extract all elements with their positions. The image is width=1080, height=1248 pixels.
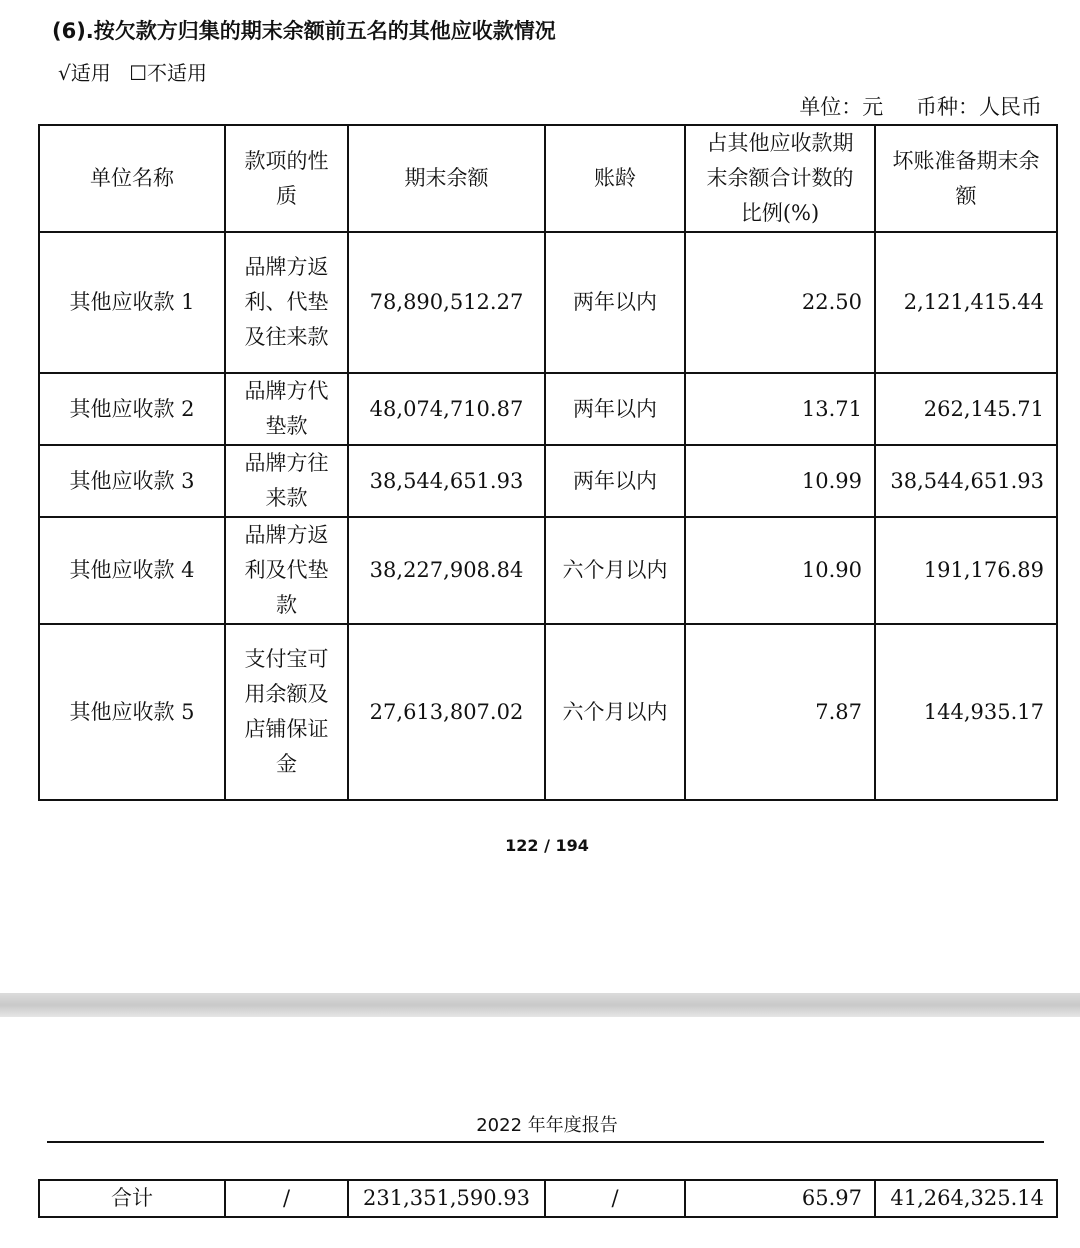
header-unit-name: 单位名称 <box>39 125 225 232</box>
cell-aging: 六个月以内 <box>545 517 685 624</box>
table-row <box>39 517 1057 624</box>
table-row <box>39 232 1057 373</box>
total-aging: / <box>545 1180 685 1217</box>
cell-provision: 144,935.17 <box>875 624 1057 800</box>
cell-ratio: 10.99 <box>685 445 875 517</box>
cell-provision: 38,544,651.93 <box>875 445 1057 517</box>
report-title: 2022 年年度报告 <box>476 1115 618 1136</box>
total-ratio: 65.97 <box>685 1180 875 1217</box>
section-heading: (6).按欠款方归集的期末余额前五名的其他应收款情况 <box>52 19 556 43</box>
total-balance: 231,351,590.93 <box>348 1180 545 1217</box>
cell-nature: 品牌方返利、代垫及往来款 <box>225 232 348 373</box>
total-row <box>39 1180 1057 1217</box>
currency-label: 币种：人民币 <box>916 95 1042 119</box>
cell-nature: 品牌方代垫款 <box>225 373 348 445</box>
cell-nature: 支付宝可用余额及店铺保证金 <box>225 624 348 800</box>
applicability-options <box>58 58 219 88</box>
cell-ratio: 22.50 <box>685 232 875 373</box>
cell-aging: 两年以内 <box>545 373 685 445</box>
cell-unit-name: 其他应收款 1 <box>39 232 225 373</box>
cell-balance: 38,544,651.93 <box>348 445 545 517</box>
cell-balance: 48,074,710.87 <box>348 373 545 445</box>
cell-ratio: 7.87 <box>685 624 875 800</box>
cell-unit-name: 其他应收款 2 <box>39 373 225 445</box>
cell-unit-name: 其他应收款 5 <box>39 624 225 800</box>
cell-unit-name: 其他应收款 3 <box>39 445 225 517</box>
cell-aging: 六个月以内 <box>545 624 685 800</box>
cell-balance: 78,890,512.27 <box>348 232 545 373</box>
cell-provision: 191,176.89 <box>875 517 1057 624</box>
cell-nature: 品牌方往来款 <box>225 445 348 517</box>
receivables-table <box>38 124 1058 801</box>
cell-ratio: 10.90 <box>685 517 875 624</box>
unit-line <box>799 92 1042 122</box>
table-row <box>39 373 1057 445</box>
total-table <box>38 1179 1058 1218</box>
cell-aging: 两年以内 <box>545 232 685 373</box>
header-nature: 款项的性质 <box>225 125 348 232</box>
total-provision: 41,264,325.14 <box>875 1180 1057 1217</box>
cell-provision: 2,121,415.44 <box>875 232 1057 373</box>
cell-ratio: 13.71 <box>685 373 875 445</box>
header-balance: 期末余额 <box>348 125 545 232</box>
applicable-option: √适用 <box>58 61 111 85</box>
not-applicable-option: ☐不适用 <box>129 61 208 85</box>
header-ratio: 占其他应收款期末余额合计数的比例(%) <box>685 125 875 232</box>
total-nature: / <box>225 1180 348 1217</box>
total-label: 合计 <box>39 1180 225 1217</box>
header-aging: 账龄 <box>545 125 685 232</box>
cell-balance: 27,613,807.02 <box>348 624 545 800</box>
cell-provision: 262,145.71 <box>875 373 1057 445</box>
table-row <box>39 445 1057 517</box>
table-header-row <box>39 125 1057 232</box>
cell-balance: 38,227,908.84 <box>348 517 545 624</box>
header-provision: 坏账准备期末余额 <box>875 125 1057 232</box>
table-row <box>39 624 1057 800</box>
header-rule <box>47 1141 1044 1143</box>
page-separator <box>0 993 1080 1017</box>
unit-label: 单位：元 <box>799 95 884 119</box>
cell-unit-name: 其他应收款 4 <box>39 517 225 624</box>
cell-aging: 两年以内 <box>545 445 685 517</box>
page-number: 122 / 194 <box>505 836 589 855</box>
cell-nature: 品牌方返利及代垫款 <box>225 517 348 624</box>
